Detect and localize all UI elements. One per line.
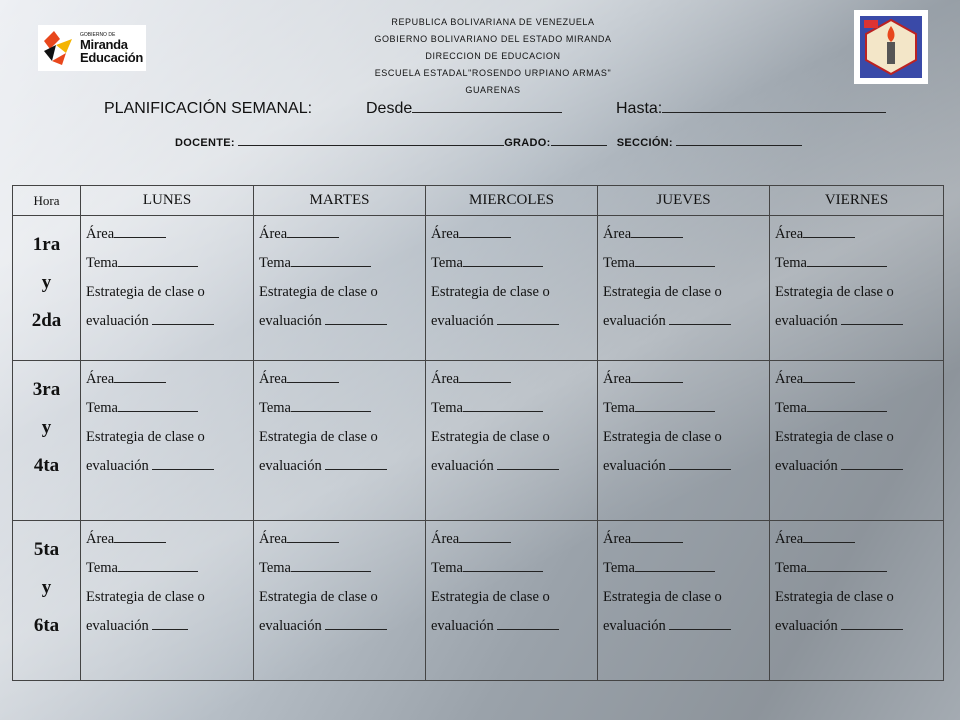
tema-blank[interactable] [635,254,715,267]
evaluacion-blank[interactable] [325,457,387,470]
area-label: Área [775,531,804,547]
logo-line2: Educación [80,49,144,65]
tema-blank[interactable] [291,399,371,412]
tema-blank[interactable] [807,399,887,412]
area-label-line [259,220,425,249]
institution-header [300,14,686,99]
miranda-logo-icon [42,29,76,67]
evaluacion-blank[interactable] [497,617,559,630]
evaluacion-label: evaluación [86,618,149,634]
tema-label-line [775,249,943,278]
tema-label-line [431,249,597,278]
desde-field[interactable] [366,100,562,118]
area-blank[interactable] [459,225,511,238]
hasta-label: Hasta: [616,100,663,117]
area-label: Área [775,371,804,387]
evaluacion-label: evaluación [86,313,149,329]
area-label: Área [603,371,632,387]
hora-label: 3ra [32,379,61,400]
tema-label: Tema [431,560,463,576]
tema-blank[interactable] [807,559,887,572]
tema-blank[interactable] [635,399,715,412]
evaluacion-label: evaluación [775,458,838,474]
area-label-line [775,220,943,249]
evaluacion-label: evaluación [259,618,322,634]
header-lunes: LUNES [81,186,254,216]
area-label-line [603,220,769,249]
evaluacion-label-line [775,612,943,641]
area-label-line [431,525,597,554]
evaluacion-blank[interactable] [152,457,214,470]
evaluacion-blank[interactable] [841,617,903,630]
tema-label-line [775,554,943,583]
tema-label-line [431,394,597,423]
evaluacion-blank[interactable] [841,457,903,470]
area-label-line [259,525,425,554]
evaluacion-label-line [431,612,597,641]
tema-blank[interactable] [291,254,371,267]
area-label: Área [431,371,460,387]
tema-label: Tema [775,255,807,271]
evaluacion-blank[interactable] [669,457,731,470]
tema-label-line [603,394,769,423]
estrategia-label: Estrategia de clase o [259,429,378,445]
estrategia-label-line [431,278,597,307]
area-label: Área [431,531,460,547]
area-label: Área [259,226,288,242]
header-martes: MARTES [254,186,426,216]
tema-label: Tema [775,400,807,416]
area-blank[interactable] [631,530,683,543]
slot-viernes[interactable] [770,521,944,681]
tema-label: Tema [603,400,635,416]
tema-label: Tema [86,400,118,416]
tema-blank[interactable] [807,254,887,267]
area-label: Área [86,226,115,242]
area-blank[interactable] [114,370,166,383]
evaluacion-label-line [86,307,253,336]
tema-label: Tema [603,560,635,576]
tema-label-line [86,249,253,278]
evaluacion-blank[interactable] [669,617,731,630]
evaluacion-label-line [259,307,425,336]
tema-label: Tema [431,255,463,271]
logo-small-text: GOBIERNO DE [80,31,116,38]
evaluacion-label: evaluación [259,313,322,329]
docente-row [175,135,802,149]
docente-blank[interactable] [238,135,504,146]
hora-label: 2da [31,310,62,331]
evaluacion-label: evaluación [431,618,494,634]
estrategia-label-line [259,423,425,452]
tema-label-line [775,394,943,423]
estrategia-label: Estrategia de clase o [86,589,205,605]
miranda-educacion-logo [38,25,146,71]
slot-martes[interactable] [254,521,426,681]
tema-label: Tema [86,560,118,576]
area-label-line [259,365,425,394]
evaluacion-blank[interactable] [841,312,903,325]
evaluacion-label: evaluación [603,458,666,474]
slot-miercoles[interactable] [426,361,598,521]
header-hora: Hora [13,186,81,216]
area-label-line [603,365,769,394]
estrategia-label: Estrategia de clase o [431,589,550,605]
tema-label: Tema [603,255,635,271]
header-line-republica: REPUBLICA BOLIVARIANA DE VENEZUELA [391,17,595,27]
evaluacion-label-line [603,452,769,481]
area-label-line [86,365,253,394]
area-label: Área [775,226,804,242]
evaluacion-label-line [259,452,425,481]
estrategia-label-line [603,278,769,307]
evaluacion-label: evaluación [603,313,666,329]
slot-jueves[interactable] [598,216,770,361]
area-label-line [775,525,943,554]
evaluacion-label: evaluación [603,618,666,634]
evaluacion-label: evaluación [86,458,149,474]
estrategia-label: Estrategia de clase o [431,429,550,445]
hasta-blank[interactable] [662,102,886,113]
estrategia-label-line [259,278,425,307]
evaluacion-blank[interactable] [325,312,387,325]
slot-martes[interactable] [254,216,426,361]
evaluacion-label-line [86,452,253,481]
estrategia-label-line [775,583,943,612]
tema-label: Tema [259,560,291,576]
estrategia-label: Estrategia de clase o [775,429,894,445]
slot-jueves[interactable] [598,521,770,681]
hora-label: 5ta [33,539,60,560]
area-blank[interactable] [459,530,511,543]
header-viernes: VIERNES [770,186,944,216]
area-blank[interactable] [803,225,855,238]
estrategia-label-line [431,583,597,612]
hora-label: 6ta [33,615,60,636]
desde-label: Desde [366,100,413,117]
evaluacion-label-line [775,452,943,481]
table-row [13,521,944,681]
area-label-line [603,525,769,554]
slot-miercoles[interactable] [426,216,598,361]
hora-label: y [41,417,52,438]
tema-blank[interactable] [291,559,371,572]
weekly-schedule-table [12,185,944,681]
slot-lunes[interactable] [81,521,254,681]
tema-blank[interactable] [118,254,198,267]
estrategia-label: Estrategia de clase o [603,589,722,605]
estrategia-label-line [603,583,769,612]
slot-miercoles[interactable] [426,521,598,681]
evaluacion-label-line [603,307,769,336]
slot-martes[interactable] [254,361,426,521]
area-blank[interactable] [803,530,855,543]
area-label: Área [86,531,115,547]
desde-blank[interactable] [412,102,562,113]
estrategia-label: Estrategia de clase o [431,284,550,300]
area-label: Área [259,371,288,387]
tema-label-line [603,554,769,583]
area-blank[interactable] [287,225,339,238]
area-blank[interactable] [287,370,339,383]
seccion-blank[interactable] [676,135,802,146]
slot-viernes[interactable] [770,361,944,521]
tema-label-line [431,554,597,583]
area-blank[interactable] [803,370,855,383]
tema-label-line [259,249,425,278]
tema-blank[interactable] [118,559,198,572]
evaluacion-blank[interactable] [152,312,214,325]
docente-label: DOCENTE: [175,137,235,149]
estrategia-label-line [86,583,253,612]
header-miercoles: MIERCOLES [426,186,598,216]
estrategia-label-line [775,423,943,452]
tema-label: Tema [259,255,291,271]
area-label-line [775,365,943,394]
slot-viernes[interactable] [770,216,944,361]
estrategia-label: Estrategia de clase o [259,284,378,300]
tema-label-line [86,554,253,583]
tema-label-line [259,554,425,583]
estrategia-label: Estrategia de clase o [603,284,722,300]
logo-line1: Miranda [80,36,128,52]
area-label: Área [603,531,632,547]
table-row [13,216,944,361]
area-blank[interactable] [631,370,683,383]
tema-label-line [603,249,769,278]
header-jueves: JUEVES [598,186,770,216]
school-emblem-logo [854,10,928,84]
evaluacion-blank[interactable] [497,457,559,470]
hora-label: y [41,272,52,293]
estrategia-label: Estrategia de clase o [86,284,205,300]
slot-lunes[interactable] [81,216,254,361]
estrategia-label-line [775,278,943,307]
grado-label: GRADO: [504,137,551,149]
evaluacion-label: evaluación [431,458,494,474]
tema-blank[interactable] [463,399,543,412]
estrategia-label-line [259,583,425,612]
estrategia-label-line [86,423,253,452]
tema-blank[interactable] [118,399,198,412]
tema-blank[interactable] [463,559,543,572]
evaluacion-blank[interactable] [497,312,559,325]
tema-label: Tema [431,400,463,416]
slot-lunes[interactable] [81,361,254,521]
header-line-guarenas: GUARENAS [465,85,521,95]
tema-label: Tema [86,255,118,271]
tema-blank[interactable] [463,254,543,267]
evaluacion-blank[interactable] [152,617,188,630]
estrategia-label-line [603,423,769,452]
area-blank[interactable] [287,530,339,543]
estrategia-label: Estrategia de clase o [603,429,722,445]
header-line-gobierno: GOBIERNO BOLIVARIANO DEL ESTADO MIRANDA [374,34,612,44]
header-line-direccion: DIRECCION DE EDUCACION [425,51,561,61]
area-label-line [431,220,597,249]
evaluacion-label-line [259,612,425,641]
evaluacion-label-line [603,612,769,641]
tema-label: Tema [259,400,291,416]
evaluacion-label-line [431,452,597,481]
area-label-line [86,220,253,249]
header-line-escuela: ESCUELA ESTADAL"ROSENDO URPIANO ARMAS" [374,68,612,78]
area-blank[interactable] [459,370,511,383]
estrategia-label: Estrategia de clase o [775,589,894,605]
evaluacion-label: evaluación [431,313,494,329]
hora-label: y [41,577,52,598]
seccion-label: SECCIÓN: [616,137,673,149]
hora-cell [13,521,81,681]
grado-blank[interactable] [551,135,607,146]
table-row [13,361,944,521]
school-emblem-icon [856,12,926,82]
area-label-line [431,365,597,394]
hora-label: 4ta [33,455,60,476]
estrategia-label-line [431,423,597,452]
plan-title: PLANIFICACIÓN SEMANAL: [104,100,313,117]
hora-cell [13,361,81,521]
area-blank[interactable] [114,530,166,543]
slot-jueves[interactable] [598,361,770,521]
evaluacion-blank[interactable] [325,617,387,630]
area-blank[interactable] [114,225,166,238]
hasta-field[interactable] [616,100,886,118]
area-label: Área [431,226,460,242]
evaluacion-blank[interactable] [669,312,731,325]
hora-cell [13,216,81,361]
tema-label-line [86,394,253,423]
area-blank[interactable] [631,225,683,238]
evaluacion-label: evaluación [259,458,322,474]
evaluacion-label: evaluación [775,618,838,634]
tema-label: Tema [775,560,807,576]
area-label: Área [259,531,288,547]
hora-label: 1ra [32,234,61,255]
evaluacion-label-line [86,612,253,641]
table-header-row [13,186,944,216]
area-label: Área [603,226,632,242]
estrategia-label: Estrategia de clase o [259,589,378,605]
area-label-line [86,525,253,554]
estrategia-label-line [86,278,253,307]
estrategia-label: Estrategia de clase o [86,429,205,445]
tema-blank[interactable] [635,559,715,572]
tema-label-line [259,394,425,423]
area-label: Área [86,371,115,387]
evaluacion-label-line [431,307,597,336]
evaluacion-label-line [775,307,943,336]
estrategia-label: Estrategia de clase o [775,284,894,300]
evaluacion-label: evaluación [775,313,838,329]
